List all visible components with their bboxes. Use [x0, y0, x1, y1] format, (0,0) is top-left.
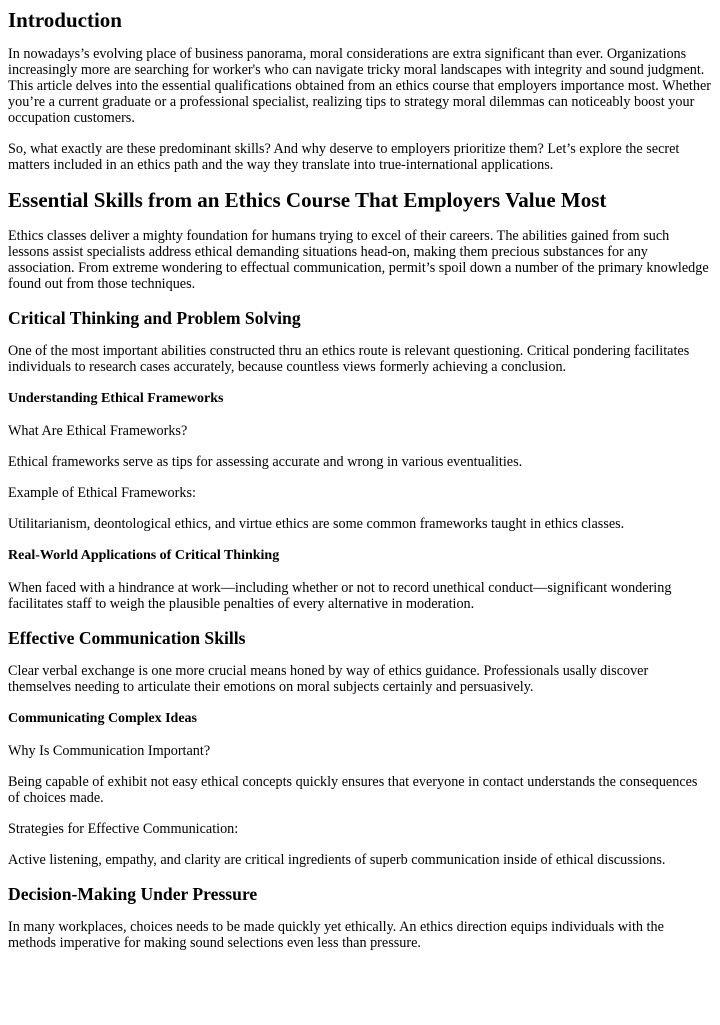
frameworks-answer-2: Utilitarianism, deontological ethics, and virtue ethics are some common frameworks taught in ethics classes. — [8, 516, 625, 532]
critical-thinking-paragraph: One of the most important abilities constructed thru an ethics route is relevant questioning. Critical pondering facilitates individuals to research cases accurately, because countless views formerly achieving a conclusion. — [8, 343, 690, 375]
communication-question-2: Strategies for Effective Communication: — [8, 821, 239, 837]
intro-heading: Introduction — [8, 8, 122, 32]
decision-making-heading: Decision-Making Under Pressure — [8, 884, 258, 904]
essential-skills-heading: Essential Skills from an Ethics Course That Employers Value Most — [8, 188, 607, 212]
article — [0, 8, 720, 951]
critical-thinking-heading: Critical Thinking and Problem Solving — [8, 308, 301, 328]
frameworks-question-2: Example of Ethical Frameworks: — [8, 485, 196, 501]
decision-making-paragraph: In many workplaces, choices needs to be made quickly yet ethically. An ethics direction equips individuals with the methods imperative for making sound selections even less than pressure. — [8, 919, 664, 951]
intro-paragraph-1: In nowadays’s evolving place of business panorama, moral considerations are extra significant than ever. Organizations increasingly more are searching for worker's who can navigate tricky moral landscapes with integrity and sound judgment. This article delves into the essential qualifications obtained from an ethics course that employers importance most. Whether you’re a current graduate or a professional specialist, realizing tips to strategy moral dilemmas can noticeably boost your occupation customers. — [8, 46, 711, 126]
ethical-frameworks-quote — [8, 423, 712, 532]
essential-skills-paragraph: Ethics classes deliver a mighty foundation for humans trying to excel of their careers. The abilities gained from such lessons assist specialists address ethical demanding situations head-on, making them precious substances for any association. From extreme wondering to effectual communication, permit’s spoil down a number of the primary knowledge found out from those techniques. — [8, 228, 709, 292]
complex-ideas-heading: Communicating Complex Ideas — [8, 711, 198, 726]
communication-answer-2: Active listening, empathy, and clarity are critical ingredients of superb communication inside of ethical discussions. — [8, 852, 666, 868]
communication-paragraph: Clear verbal exchange is one more crucial means honed by way of ethics guidance. Professionals usally discover themselves needing to articulate their emotions on moral subjects certainly and persuasively. — [8, 663, 649, 695]
communication-question-1: Why Is Communication Important? — [8, 743, 211, 759]
communication-heading: Effective Communication Skills — [8, 628, 246, 648]
real-world-applications-paragraph: When faced with a hindrance at work—including whether or not to record unethical conduct—significant wondering facilitates staff to weigh the plausible penalties of every alternative in moderation. — [8, 580, 672, 612]
real-world-applications-heading: Real-World Applications of Critical Thinking — [8, 548, 280, 563]
complex-ideas-quote — [8, 743, 712, 868]
communication-answer-1: Being capable of exhibit not easy ethical concepts quickly ensures that everyone in contact understands the consequences of choices made. — [8, 774, 698, 806]
frameworks-answer-1: Ethical frameworks serve as tips for assessing accurate and wrong in various eventualities. — [8, 454, 523, 470]
frameworks-question-1: What Are Ethical Frameworks? — [8, 423, 188, 439]
ethical-frameworks-heading: Understanding Ethical Frameworks — [8, 391, 224, 406]
intro-paragraph-2: So, what exactly are these predominant skills? And why deserve to employers prioritize them? Let’s explore the secret matters included in an ethics path and the way they translate into true-international applications. — [8, 141, 680, 173]
